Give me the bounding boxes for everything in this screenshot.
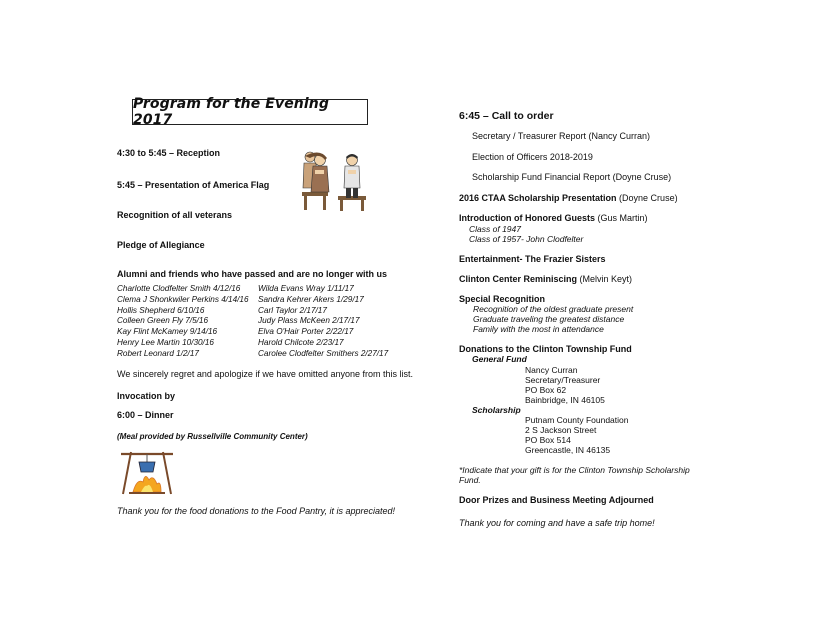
scholarship-report: Scholarship Fund Financial Report (Doyne Cruse)	[472, 172, 672, 182]
food-pantry-thanks: Thank you for the food donations to the Food Pantry, it is appreciated!	[117, 506, 396, 516]
ctaa-presentation	[459, 193, 678, 203]
alumni-entry: Henry Lee Martin 10/30/16	[117, 337, 214, 347]
gift-indication-note: *Indicate that your gift is for the Clinton Township Scholarship	[459, 465, 690, 475]
election-line: Election of Officers 2018-2019	[472, 152, 593, 162]
scholarship-address-line: Putnam County Foundation	[525, 415, 629, 425]
ctaa-presentation-title: 2016 CTAA Scholarship Presentation	[459, 193, 617, 203]
alumni-entry: Clema J Shonkwiler Perkins 4/14/16	[117, 294, 249, 304]
meal-provider: (Meal provided by Russellville Community Center)	[117, 432, 308, 441]
alumni-list-column-2	[258, 284, 388, 360]
invocation-line: Invocation by	[117, 391, 176, 401]
scholarship-address-line: 2 S Jackson Street	[525, 425, 597, 435]
alumni-list-column-1	[117, 284, 249, 360]
call-to-order: 6:45 – Call to order	[459, 110, 554, 122]
scholarship-label: Scholarship	[472, 405, 521, 415]
class-1957: Class of 1957- John Clodfelter	[469, 234, 584, 244]
special-item: Recognition of the oldest graduate present	[473, 304, 634, 314]
general-fund-label: General Fund	[472, 354, 527, 364]
entertainment-line: Entertainment- The Frazier Sisters	[459, 254, 606, 264]
scholarship-address-line: Greencastle, IN 46135	[525, 445, 611, 455]
alumni-heading: Alumni and friends who have passed and are no longer with us	[117, 269, 388, 279]
door-prizes-line: Door Prizes and Business Meeting Adjourned	[459, 495, 654, 505]
reminiscing-presenter: (Melvin Keyt)	[577, 274, 633, 284]
alumni-entry: Kay Flint McKamey 9/14/16	[117, 327, 218, 337]
alumni-entry: Carl Taylor 2/17/17	[258, 305, 327, 315]
honored-guests-title: Introduction of Honored Guests	[459, 213, 595, 223]
alumni-entry: Robert Leonard 1/2/17	[117, 348, 199, 358]
people-saluting-flag-icon	[298, 148, 370, 212]
alumni-entry: Elva O'Hair Porter 2/22/17	[258, 327, 354, 337]
honored-guests-presenter: (Gus Martin)	[595, 213, 648, 223]
alumni-entry: Sandra Kehrer Akers 1/29/17	[258, 294, 364, 304]
general-address-line: Secretary/Treasurer	[525, 375, 601, 385]
pledge-line: Pledge of Allegiance	[117, 240, 205, 250]
reception-line: 4:30 to 5:45 – Reception	[117, 148, 221, 158]
scholarship-address-line: PO Box 514	[525, 435, 571, 445]
general-address-line: Nancy Curran	[525, 365, 578, 375]
ctaa-presenter: (Doyne Cruse)	[616, 193, 678, 203]
regret-note: We sincerely regret and apologize if we have omitted anyone from this list.	[117, 369, 413, 379]
alumni-entry: Hollis Shepherd 6/10/16	[117, 305, 205, 315]
general-address-line: Bainbridge, IN 46105	[525, 395, 605, 405]
program-title-box	[132, 96, 368, 128]
alumni-entry: Harold Chilcote 2/23/17	[258, 337, 344, 347]
alumni-entry: Carolee Clodfelter Smithers 2/27/17	[258, 348, 389, 358]
honored-guests	[459, 213, 648, 223]
veterans-line: Recognition of all veterans	[117, 210, 233, 220]
alumni-entry: Wilda Evans Wray 1/11/17	[258, 284, 354, 293]
dinner-line: 6:00 – Dinner	[117, 410, 174, 420]
special-item: Family with the most in attendance	[473, 324, 604, 334]
safe-trip-thanks: Thank you for coming and have a safe trip home!	[459, 518, 655, 528]
reminiscing-line	[459, 274, 632, 284]
alumni-entry: Judy Plass McKeen 2/17/17	[258, 316, 360, 326]
general-address-line: PO Box 62	[525, 385, 567, 395]
flag-line: 5:45 – Presentation of America Flag	[117, 180, 270, 190]
donations-heading: Donations to the Clinton Township Fund	[459, 344, 632, 354]
alumni-entry: Charlotte Clodfelter Smith 4/12/16	[117, 284, 241, 293]
alumni-entry: Colleen Green Fly 7/5/16	[117, 316, 209, 326]
reminiscing-title: Clinton Center Reminiscing	[459, 274, 578, 284]
program-title: Program for the Evening 2017	[133, 96, 329, 128]
gift-indication-note-cont: Fund.	[459, 475, 481, 485]
campfire-cooking-pot-icon	[117, 448, 177, 496]
special-item: Graduate traveling the greatest distance	[473, 314, 625, 324]
special-recognition: Special Recognition	[459, 294, 546, 304]
class-1947: Class of 1947	[469, 224, 521, 234]
secretary-report: Secretary / Treasurer Report (Nancy Curran)	[472, 131, 651, 141]
